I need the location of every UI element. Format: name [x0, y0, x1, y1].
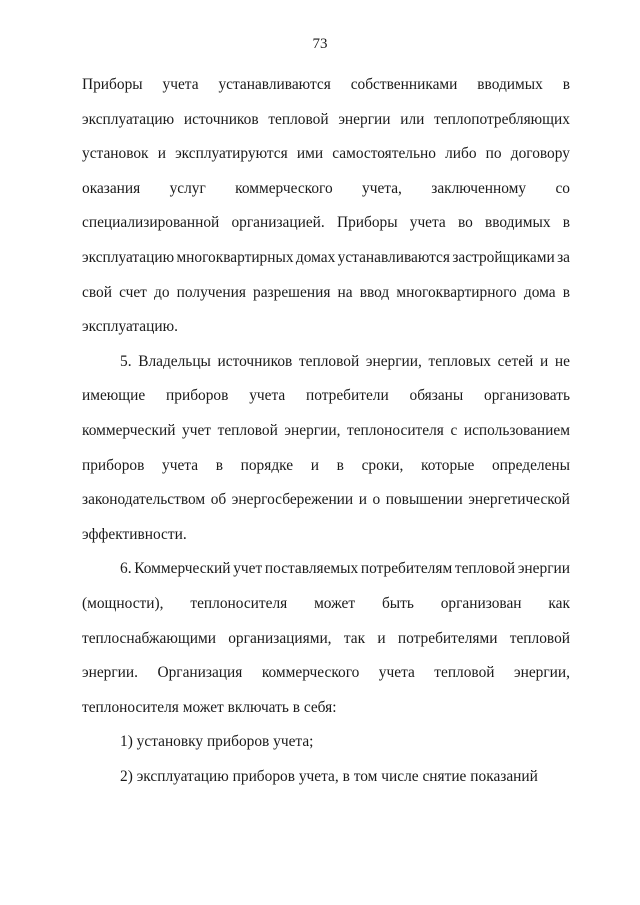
word: энергии,	[365, 352, 422, 370]
word: до	[154, 283, 170, 301]
word: организацией.	[231, 214, 325, 232]
word: тепловой	[298, 352, 360, 370]
word: домах	[295, 248, 336, 266]
text-line	[82, 206, 570, 241]
word: теплоносителя	[347, 421, 444, 439]
word: эксплуатацию	[136, 767, 229, 785]
word: тепловой	[454, 560, 516, 578]
word: Приборы	[336, 214, 398, 232]
word: 6.	[120, 560, 132, 578]
word: 1) установку приборов учета;	[120, 733, 314, 751]
word: теплоснабжающими	[82, 629, 216, 647]
word: Владельцы	[138, 352, 211, 370]
text-line	[82, 725, 570, 760]
word: эксплуатацию	[82, 110, 175, 128]
word: учета	[162, 456, 199, 474]
word: вводимых	[485, 214, 551, 232]
text-line	[82, 103, 570, 138]
word: организовать	[484, 387, 570, 405]
text-line	[82, 68, 570, 103]
word: о	[372, 491, 381, 509]
text-line	[82, 449, 570, 484]
paragraph-p1	[82, 68, 570, 345]
word: том	[353, 767, 378, 785]
word: потребители	[306, 387, 389, 405]
word: учета	[249, 387, 286, 405]
word: по	[485, 145, 502, 163]
word: либо	[445, 145, 477, 163]
word: Приборы	[82, 76, 143, 93]
word: за	[557, 248, 570, 266]
word: тепловой	[509, 629, 570, 647]
paragraph-p6	[82, 552, 570, 725]
text-line	[82, 172, 570, 207]
text-line	[82, 241, 570, 276]
text-line	[82, 483, 570, 518]
word: коммерческий	[82, 421, 176, 439]
word: тепловых	[428, 352, 491, 370]
word: дома	[523, 283, 556, 301]
word: приборов	[232, 767, 295, 785]
text-line	[82, 622, 570, 657]
word: специализированной	[82, 214, 220, 232]
word: тепловой	[217, 421, 278, 439]
word: и	[539, 352, 549, 370]
word: оказания	[82, 179, 141, 197]
word: самостоятельно	[332, 145, 436, 163]
text-line	[82, 656, 570, 691]
word: застройщиками	[452, 248, 555, 266]
word: источников	[183, 110, 259, 128]
word: снятие	[422, 767, 467, 785]
word: потребителями	[397, 629, 498, 647]
word: Организация	[157, 664, 243, 682]
paragraph-item1	[82, 725, 570, 760]
word: в	[336, 456, 344, 474]
word: повышении	[385, 491, 463, 509]
word: об	[210, 491, 227, 509]
word: разрешения	[253, 283, 331, 301]
word: 5.	[120, 352, 132, 370]
text-line	[82, 691, 570, 726]
text-line	[82, 345, 570, 380]
text-line	[82, 137, 570, 172]
word: энергии	[517, 560, 570, 578]
word: многоквартирного	[396, 283, 517, 301]
word: энергии,	[284, 421, 341, 439]
word: учета,	[362, 179, 402, 197]
word: с	[450, 421, 458, 439]
word: установок	[82, 145, 149, 163]
word: в	[562, 76, 570, 93]
word: 2)	[120, 767, 133, 785]
word: в	[562, 214, 570, 232]
word: (мощности),	[82, 594, 164, 612]
word: энергии,	[513, 664, 570, 682]
word: счет	[119, 283, 147, 301]
word: теплоносителя	[190, 594, 288, 612]
word: устанавливаются	[337, 248, 450, 266]
word: теплоносителя может включать в себя:	[82, 698, 337, 716]
word: со	[555, 179, 570, 197]
word: сроки,	[361, 456, 404, 474]
word: законодательством	[82, 491, 206, 509]
word: сетей	[497, 352, 534, 370]
word: и	[358, 491, 367, 509]
paragraph-p5	[82, 345, 570, 553]
text-line	[82, 518, 570, 553]
word: учета	[409, 214, 446, 232]
text-line	[82, 760, 570, 795]
word: поставляемых	[264, 560, 359, 578]
word: или	[400, 110, 425, 128]
word: вводимых	[477, 76, 543, 93]
word: Коммерческий	[134, 560, 231, 578]
word: организациями,	[228, 629, 332, 647]
word: тепловой	[268, 110, 329, 128]
word: эксплуатируются	[175, 145, 288, 163]
word: обязаны	[409, 387, 464, 405]
word: во	[457, 214, 473, 232]
word: тепловой	[434, 664, 495, 682]
word: показаний	[470, 767, 538, 785]
word: приборов	[166, 387, 229, 405]
text-line	[82, 552, 570, 587]
word: в	[215, 456, 223, 474]
word: использованием	[463, 421, 570, 439]
word: эксплуатацию.	[82, 318, 178, 336]
word: и	[310, 456, 319, 474]
word: услуг	[169, 179, 206, 197]
word: энергетической	[468, 491, 570, 509]
word: не	[554, 352, 570, 370]
word: числе	[381, 767, 419, 785]
word: учета	[162, 76, 199, 93]
word: определены	[491, 456, 570, 474]
word: учета,	[298, 767, 339, 785]
word: коммерческого	[261, 664, 360, 682]
word: быть	[381, 594, 414, 612]
page-number: 73	[312, 36, 328, 52]
document-body	[82, 68, 570, 794]
word: заключенному	[431, 179, 527, 197]
text-line	[82, 379, 570, 414]
word: порядке	[240, 456, 294, 474]
text-line	[82, 414, 570, 449]
word: учет	[182, 421, 212, 439]
word: получения	[176, 283, 246, 301]
word: энергосбережении	[231, 491, 354, 509]
word: имеющие	[82, 387, 146, 405]
word: как	[548, 594, 570, 612]
word: приборов	[82, 456, 145, 474]
word: эффективности.	[82, 525, 187, 543]
word: учет	[233, 560, 263, 578]
word: источников	[217, 352, 293, 370]
word: теплопотребляющих	[434, 110, 570, 128]
word: потребителям	[360, 560, 453, 578]
word: собственниками	[350, 76, 458, 93]
word: на	[337, 283, 353, 301]
word: энергии	[338, 110, 391, 128]
text-line	[82, 310, 570, 345]
word: и	[377, 629, 386, 647]
text-line	[82, 587, 570, 622]
word: так	[343, 629, 366, 647]
word: организован	[440, 594, 522, 612]
word: ввод	[359, 283, 390, 301]
word: в	[562, 283, 570, 301]
word: учета	[378, 664, 415, 682]
text-line	[82, 276, 570, 311]
word: эксплуатацию	[82, 248, 175, 266]
word: коммерческого	[235, 179, 333, 197]
word: многоквартирных	[176, 248, 294, 266]
word: свой	[82, 283, 112, 301]
word: энергии.	[82, 664, 139, 682]
word: в	[342, 767, 350, 785]
word: и	[157, 145, 166, 163]
word: договору	[510, 145, 570, 163]
word: может	[314, 594, 356, 612]
word: ими	[296, 145, 324, 163]
word: которые	[421, 456, 475, 474]
word: устанавливаются	[218, 76, 331, 93]
paragraph-item2	[82, 760, 570, 795]
